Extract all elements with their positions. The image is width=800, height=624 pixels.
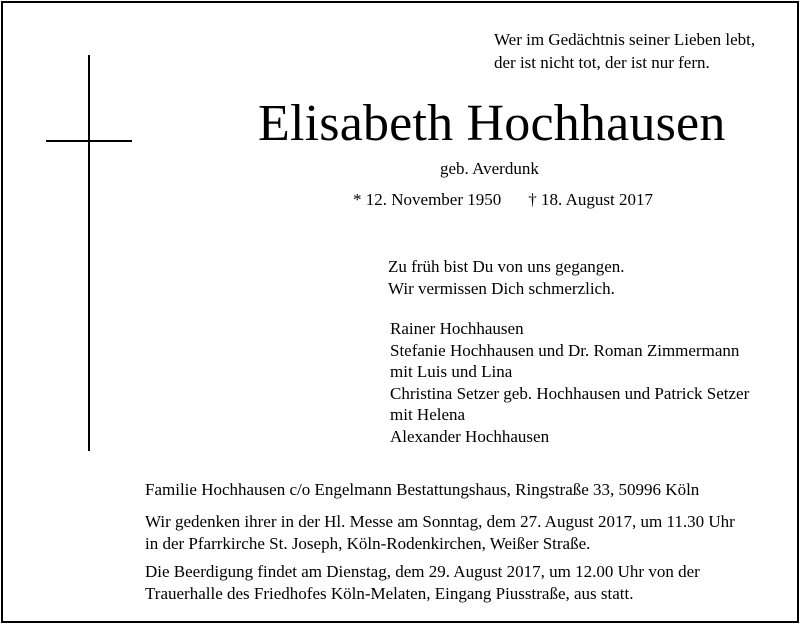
birth-name: geb. Averdunk bbox=[440, 159, 539, 178]
mourner-line: mit Helena bbox=[390, 405, 466, 425]
mass-line: Wir gedenken ihrer in der Hl. Messe am Sonntag, dem 27. August 2017, um 11.30 Uhr bbox=[145, 512, 735, 531]
deceased-name: Elisabeth Hochhausen bbox=[258, 95, 726, 152]
funeral-line: Trauerhalle des Friedhofes Köln-Melaten, Eingang Piusstraße, aus statt. bbox=[145, 584, 634, 603]
mourner-line: Rainer Hochhausen bbox=[390, 319, 524, 338]
lament-line: Wir vermissen Dich schmerzlich. bbox=[388, 279, 615, 298]
memorial-quote bbox=[494, 28, 755, 74]
birth-date: * 12. November 1950 bbox=[353, 190, 502, 209]
mourner-line: Stefanie Hochhausen und Dr. Roman Zimmermann bbox=[390, 340, 740, 360]
lament-line: Zu früh bist Du von uns gegangen. bbox=[388, 257, 625, 276]
mass-line: in der Pfarrkirche St. Joseph, Köln-Rodenkirchen, Weißer Straße. bbox=[145, 534, 591, 553]
mass-info bbox=[145, 511, 735, 555]
mourner-line: mit Luis und Lina bbox=[390, 362, 513, 382]
lament-text bbox=[388, 256, 625, 300]
quote-line: Wer im Gedächtnis seiner Lieben lebt, bbox=[494, 30, 756, 49]
mourner-line: Christina Setzer geb. Hochhausen und Patrick Setzer bbox=[390, 383, 750, 403]
funeral-line: Die Beerdigung findet am Dienstag, dem 29. August 2017, um 12.00 Uhr von der bbox=[145, 562, 700, 581]
life-dates bbox=[353, 189, 653, 211]
family-address: Familie Hochhausen c/o Engelmann Bestattungshaus, Ringstraße 33, 50996 Köln bbox=[145, 480, 700, 499]
cross-icon-horizontal bbox=[46, 140, 132, 142]
funeral-info bbox=[145, 561, 700, 605]
cross-icon-vertical bbox=[88, 55, 90, 451]
mourner-line: Alexander Hochhausen bbox=[390, 426, 550, 446]
death-date: † 18. August 2017 bbox=[528, 190, 653, 209]
mourners-list bbox=[390, 318, 749, 448]
quote-line: der ist nicht tot, der ist nur fern. bbox=[494, 53, 710, 72]
